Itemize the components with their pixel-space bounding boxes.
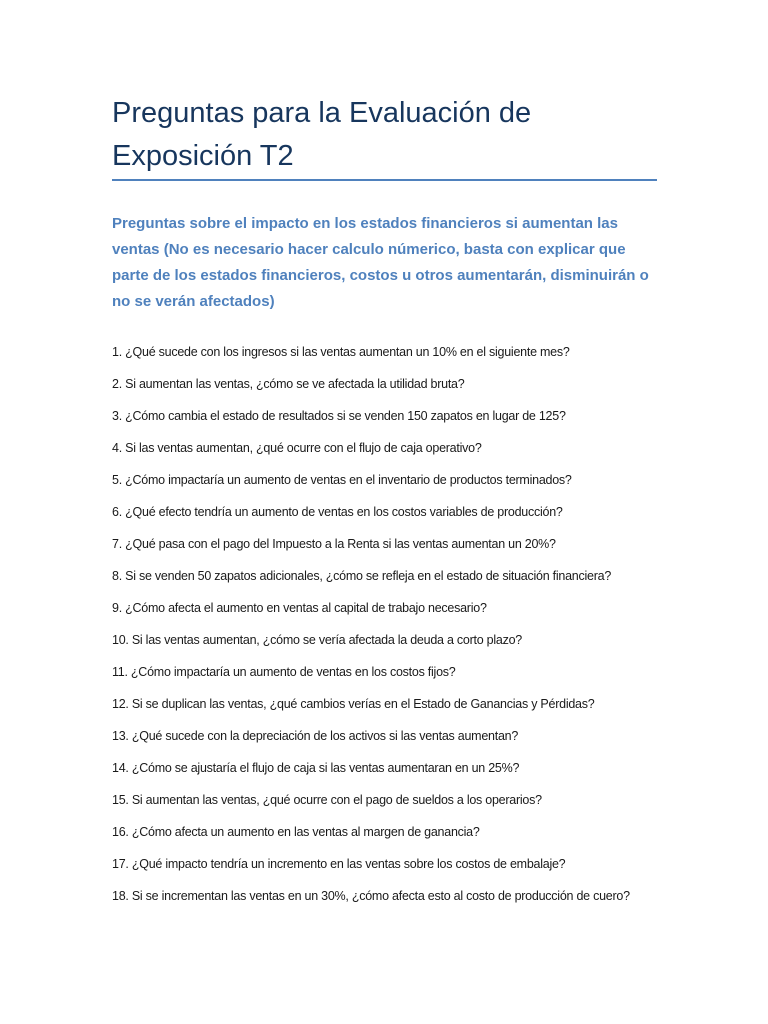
question-item: 4. Si las ventas aumentan, ¿qué ocurre con el flujo de caja operativo? (112, 441, 482, 455)
question-item: 7. ¿Qué pasa con el pago del Impuesto a la Renta si las ventas aumentan un 20%? (112, 537, 556, 551)
question-item: 15. Si aumentan las ventas, ¿qué ocurre con el pago de sueldos a los operarios? (112, 793, 542, 807)
question-item: 6. ¿Qué efecto tendría un aumento de ventas en los costos variables de producción? (112, 505, 563, 519)
title-divider (112, 179, 657, 181)
question-list (112, 343, 657, 927)
question-item: 14. ¿Cómo se ajustaría el flujo de caja si las ventas aumentaran en un 25%? (112, 761, 520, 775)
question-item: 8. Si se venden 50 zapatos adicionales, ¿cómo se refleja en el estado de situación financiera? (112, 569, 612, 583)
question-item: 9. ¿Cómo afecta el aumento en ventas al capital de trabajo necesario? (112, 601, 487, 615)
section-subheading: Preguntas sobre el impacto en los estados financieros si aumentan las ventas (No es necesario hacer calculo númerico, basta con explicar que parte de los estados financieros, costos u otros aumentarán, disminuirán o no se verán afectados) (112, 215, 649, 310)
document-title: Preguntas para la Evaluación de Exposición T2 (112, 97, 532, 172)
question-item: 12. Si se duplican las ventas, ¿qué cambios verías en el Estado de Ganancias y Pérdidas? (112, 697, 595, 711)
question-item: 11. ¿Cómo impactaría un aumento de ventas en los costos fijos? (112, 665, 456, 679)
question-item: 17. ¿Qué impacto tendría un incremento en las ventas sobre los costos de embalaje? (112, 857, 566, 871)
question-item: 2. Si aumentan las ventas, ¿cómo se ve afectada la utilidad bruta? (112, 377, 465, 391)
question-item: 13. ¿Qué sucede con la depreciación de los activos si las ventas aumentan? (112, 729, 519, 743)
question-item: 18. Si se incrementan las ventas en un 30%, ¿cómo afecta esto al costo de producción de cuero? (112, 889, 630, 903)
question-item: 5. ¿Cómo impactaría un aumento de ventas en el inventario de productos terminados? (112, 473, 572, 487)
question-item: 16. ¿Cómo afecta un aumento en las ventas al margen de ganancia? (112, 825, 480, 839)
question-item: 1. ¿Qué sucede con los ingresos si las ventas aumentan un 10% en el siguiente mes? (112, 345, 570, 359)
question-item: 3. ¿Cómo cambia el estado de resultados si se venden 150 zapatos en lugar de 125? (112, 409, 566, 423)
question-item: 10. Si las ventas aumentan, ¿cómo se vería afectada la deuda a corto plazo? (112, 633, 522, 647)
